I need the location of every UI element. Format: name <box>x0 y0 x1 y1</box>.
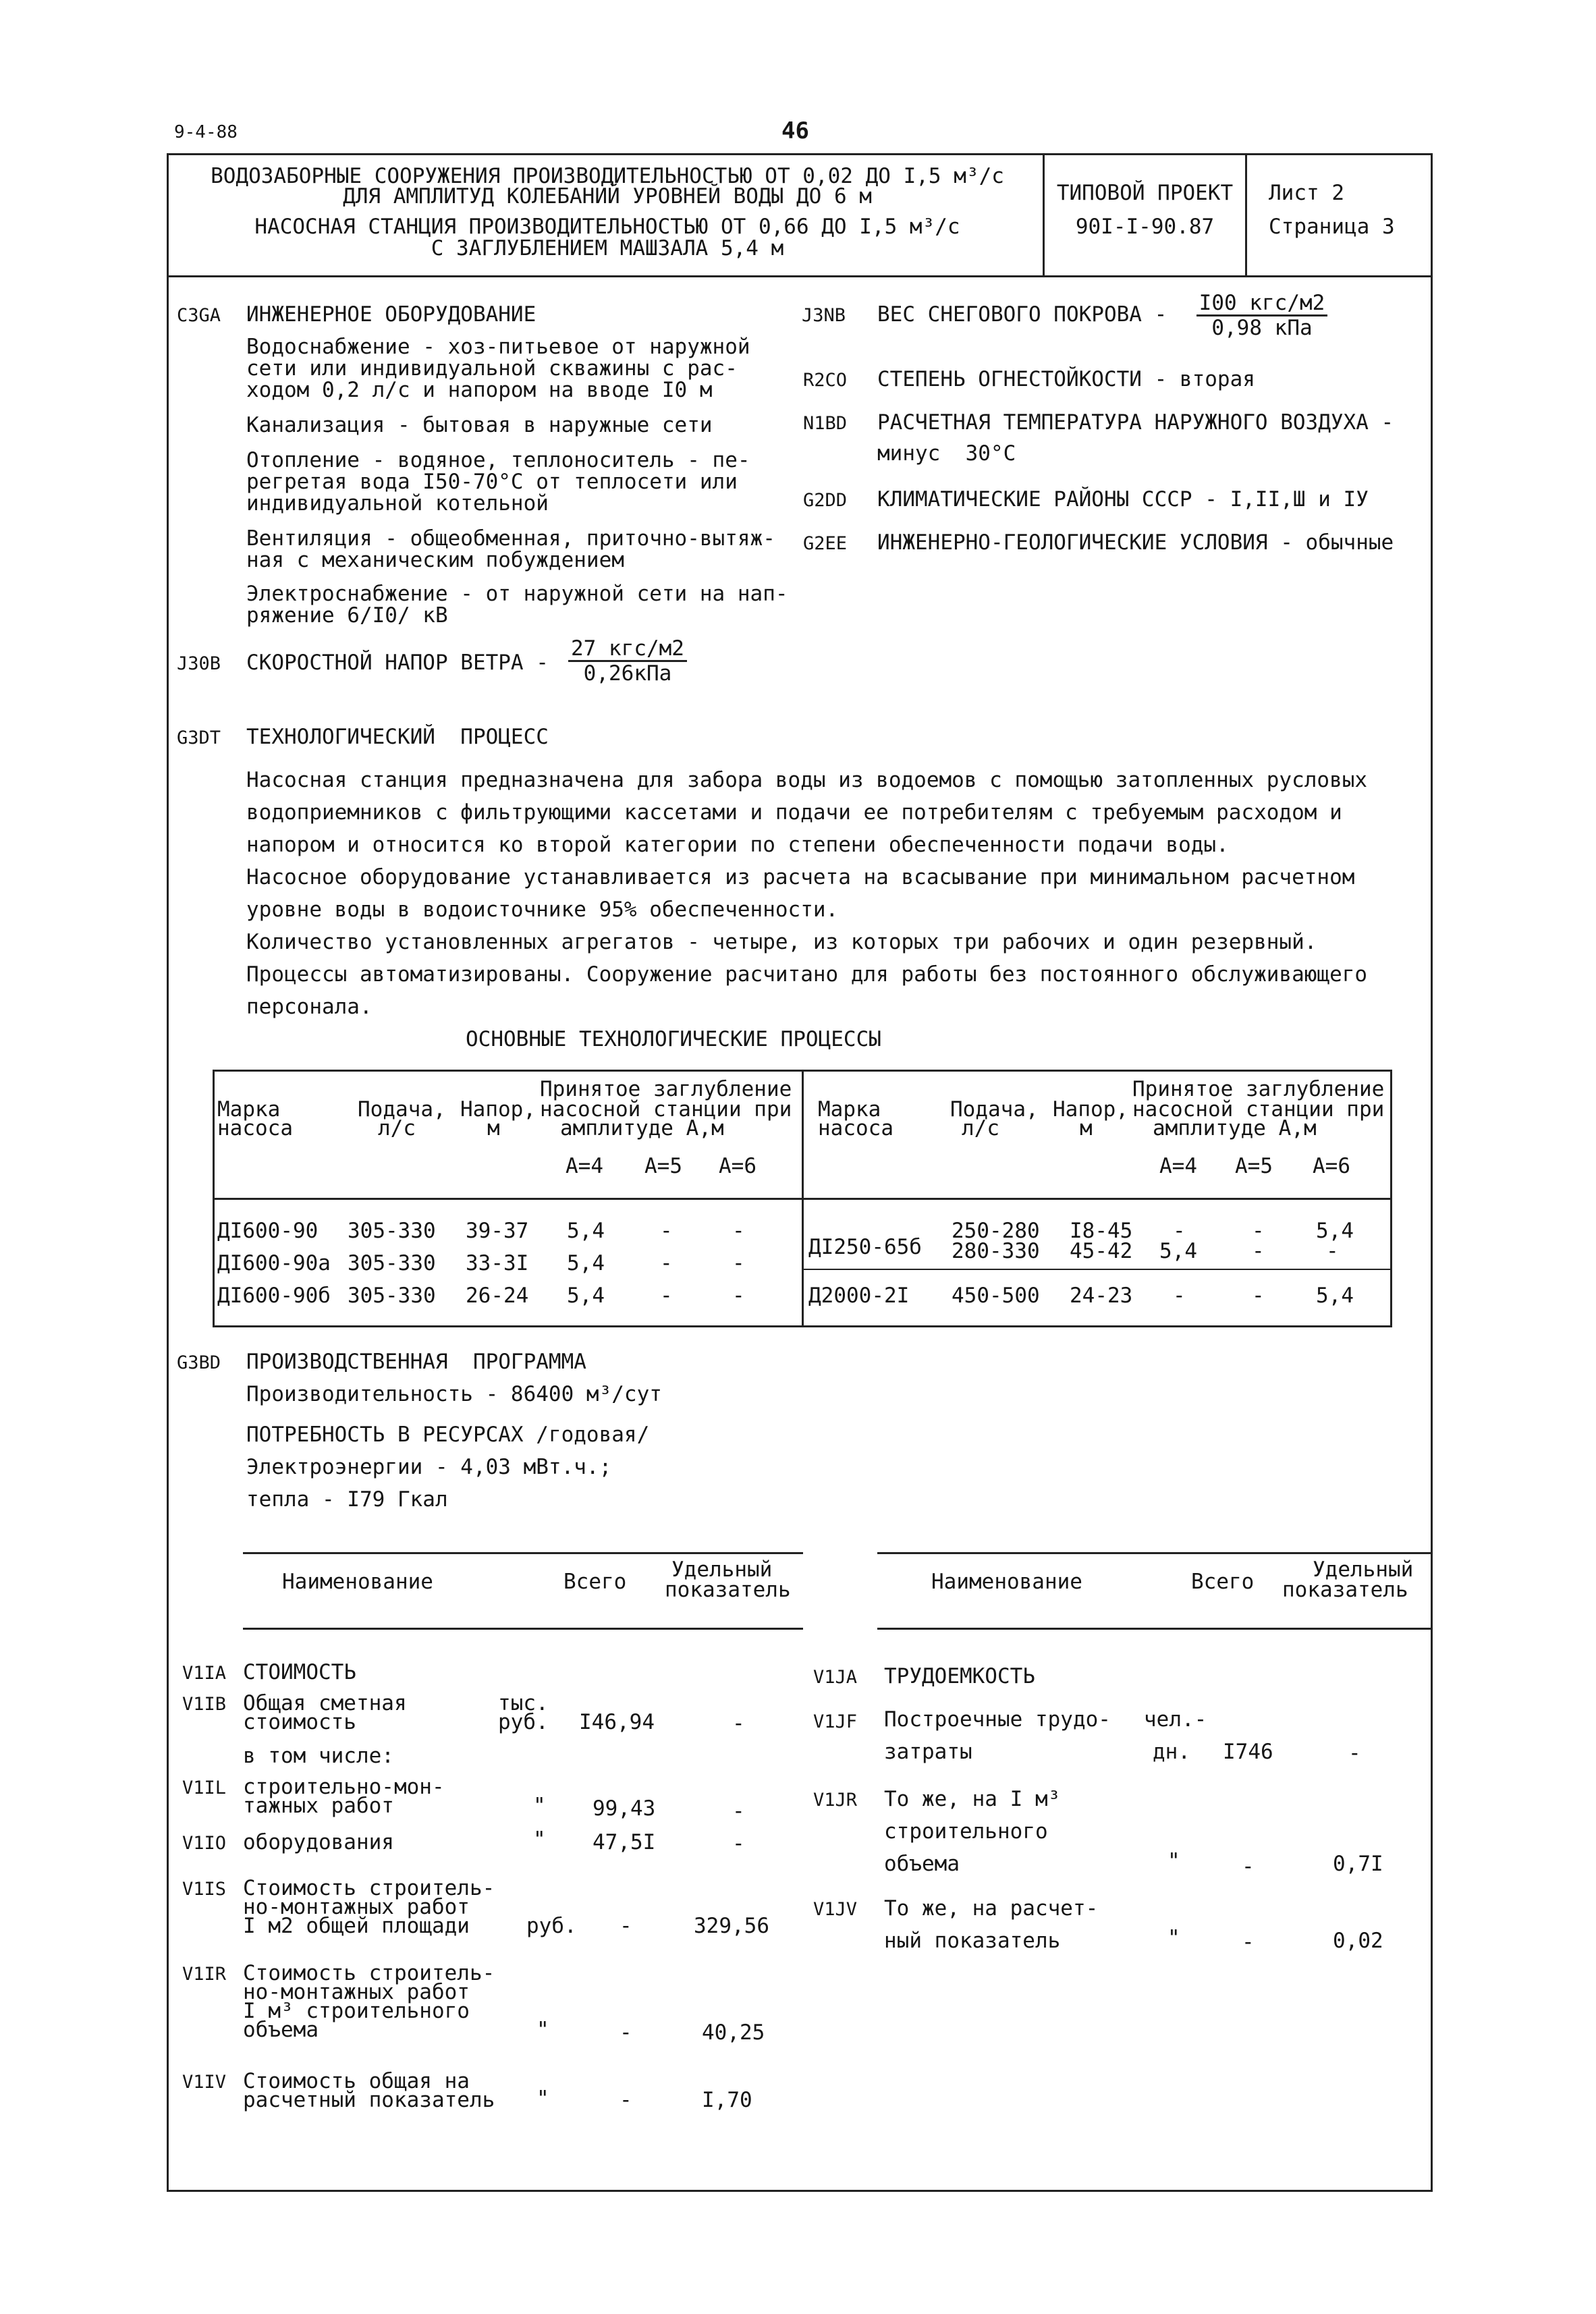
item-code: V1JV <box>813 1899 858 1920</box>
pump-a5: - <box>1252 1284 1265 1308</box>
pump-head: 39-37 <box>466 1219 529 1243</box>
pump-a6: - <box>1326 1239 1339 1263</box>
item-value: - <box>1242 1930 1255 1954</box>
header-flow: Подача, <box>358 1097 446 1122</box>
pump-a4: - <box>1173 1284 1186 1308</box>
pump-a6: - <box>732 1219 745 1243</box>
item-unit: " <box>536 2018 549 2042</box>
item-name: Построечные трудо- <box>884 1707 1111 1732</box>
climate-regions-text: КЛИМАТИЧЕСКИЕ РАЙОНЫ СССР - I,II,Ш и IУ <box>877 487 1369 512</box>
item-name: расчетный показатель <box>243 2088 495 2112</box>
pump-table-row-divider <box>802 1269 804 1327</box>
param-code: G2EE <box>803 533 848 554</box>
item-specific: I,70 <box>702 2088 752 2112</box>
header-depth: насосной станции при <box>1132 1097 1385 1122</box>
item-value: - <box>620 2020 632 2045</box>
process-text: Насосная станция предназначена для забора воды из водоемов с помощью затопленных русловых <box>246 768 1368 792</box>
item-name: Стоимость строитель- <box>243 1961 495 1985</box>
item-name: объема <box>243 2018 319 2042</box>
sheet-code: 9-4-88 <box>174 122 238 142</box>
process-text: персонала. <box>246 995 373 1019</box>
page-label: Страница 3 <box>1269 215 1395 239</box>
header-specific: Удельный <box>1313 1558 1414 1582</box>
param-code: R2CO <box>803 370 848 391</box>
process-text: напором и относится ко второй категории по степени обеспеченности подачи воды. <box>246 833 1229 857</box>
indicators-header-top <box>877 1552 1433 1554</box>
title-block-divider <box>1245 153 1247 277</box>
wind-label: СКОРОСТНОЙ НАПОР ВЕТРА - <box>246 651 549 675</box>
item-specific: - <box>1348 1741 1361 1765</box>
item-name: строительного <box>884 1819 1048 1844</box>
project-label: ТИПОВОЙ ПРОЕКТ <box>1056 181 1234 205</box>
pump-mark: Д2000-2I <box>808 1284 910 1308</box>
indicators-header-top <box>243 1552 803 1554</box>
pump-head: 24-23 <box>1070 1284 1133 1308</box>
pump-a5: - <box>660 1284 673 1308</box>
cost-heading: СТОИМОСТЬ <box>243 1660 356 1684</box>
item-name: стоимость <box>243 1710 356 1734</box>
header-total: Всего <box>1191 1570 1255 1594</box>
item-value: - <box>620 2088 632 2112</box>
pump-a6: - <box>732 1251 745 1275</box>
header-depth: Принятое заглубление <box>540 1077 792 1101</box>
pump-head: 45-42 <box>1070 1239 1133 1263</box>
item-name: строительно-мон- <box>243 1775 445 1799</box>
item-code: V1IV <box>182 2072 227 2093</box>
pump-a4: 5,4 <box>1159 1239 1197 1263</box>
wind-value <box>560 637 695 685</box>
item-specific: 40,25 <box>702 2020 765 2045</box>
item-name: но-монтажных работ <box>243 1980 470 2004</box>
indicators-header-bottom <box>243 1628 803 1630</box>
water-supply-text: сети или индивидуальной скважины с рас- <box>246 356 738 381</box>
header-a4: А=4 <box>566 1154 603 1178</box>
process-text: Процессы автоматизированы. Сооружение расчитано для работы без постоянного обслуживающего <box>246 962 1368 987</box>
header-a5: А=5 <box>644 1154 682 1178</box>
labor-heading: ТРУДОЕМКОСТЬ <box>884 1664 1035 1688</box>
header-specific: показатель <box>1282 1578 1408 1602</box>
heating-text: Отопление - водяное, теплоноситель - пе- <box>246 448 750 472</box>
header-name: Наименование <box>931 1570 1082 1594</box>
pump-flow: 280-330 <box>952 1239 1040 1263</box>
item-specific: 329,56 <box>694 1914 769 1938</box>
header-a5: А=5 <box>1235 1154 1273 1178</box>
item-code: V1IO <box>182 1833 227 1854</box>
item-code: V1IS <box>182 1879 227 1900</box>
item-code: V1IR <box>182 1964 227 1985</box>
item-unit: " <box>1167 1926 1180 1950</box>
item-name: затраты <box>884 1740 972 1764</box>
header-depth: насосной станции при <box>540 1097 792 1122</box>
item-value: I746 <box>1223 1740 1273 1764</box>
item-code: V1JF <box>813 1711 858 1732</box>
header-specific: Удельный <box>671 1558 773 1582</box>
section-heading: ПРОИЗВОДСТВЕННАЯ ПРОГРАММА <box>246 1350 586 1374</box>
item-unit: руб. <box>526 1914 577 1938</box>
header-mark: насоса <box>217 1116 293 1140</box>
indicators-header-bottom <box>877 1628 1433 1630</box>
pump-flow: 305-330 <box>348 1219 436 1243</box>
ventilation-text: ная с механическим побуждением <box>246 548 624 572</box>
item-name: оборудования <box>243 1830 394 1854</box>
item-specific: 0,02 <box>1333 1929 1383 1953</box>
header-a4: А=4 <box>1159 1154 1197 1178</box>
design-temp-text: РАСЧЕТНАЯ ТЕМПЕРАТУРА НАРУЖНОГО ВОЗДУХА - <box>877 410 1394 435</box>
pump-table-header-border <box>213 1198 1392 1200</box>
pump-mark: ДI600-90 <box>217 1219 319 1243</box>
header-head: м <box>1080 1116 1093 1140</box>
section-heading: ТЕХНОЛОГИЧЕСКИЙ ПРОЦЕСС <box>246 725 549 749</box>
snow-denominator: 0,98 кПа <box>1211 316 1313 340</box>
header-head: м <box>487 1116 500 1140</box>
pump-mark: ДI600-90а <box>217 1251 331 1275</box>
section-code: V1JA <box>813 1667 858 1688</box>
item-unit: чел.- <box>1144 1707 1207 1732</box>
ventilation-text: Вентиляция - общеобменная, приточно-вытяж- <box>246 526 775 551</box>
pump-a5: - <box>660 1251 673 1275</box>
item-name: Стоимость строитель- <box>243 1876 495 1900</box>
item-code: V1IL <box>182 1778 227 1798</box>
item-unit: " <box>1167 1849 1180 1873</box>
header-total: Всего <box>563 1570 627 1594</box>
header-name: Наименование <box>282 1570 433 1594</box>
header-depth: амплитуде А,м <box>560 1116 724 1140</box>
item-name: объема <box>884 1852 960 1876</box>
title-block-bottom-border <box>167 275 1433 277</box>
section-code: V1IA <box>182 1663 227 1684</box>
title-block-divider <box>1043 153 1045 277</box>
process-text: Количество установленных агрегатов - четыре, из которых три рабочих и один резервный. <box>246 930 1317 954</box>
section-heading: ИНЖЕНЕРНОЕ ОБОРУДОВАНИЕ <box>246 302 536 327</box>
item-name: Стоимость общая на <box>243 2069 470 2093</box>
fire-rating-text: СТЕПЕНЬ ОГНЕСТОЙКОСТИ - вторая <box>877 367 1255 391</box>
title-line: НАСОСНАЯ СТАНЦИЯ ПРОИЗВОДИТЕЛЬНОСТЬЮ ОТ 0,66 ДО I,5 м³/с <box>254 215 960 239</box>
pump-head: I8-45 <box>1070 1219 1133 1243</box>
pump-a4: 5,4 <box>567 1251 605 1275</box>
title-line: ВОДОЗАБОРНЫЕ СООРУЖЕНИЯ ПРОИЗВОДИТЕЛЬНОСТЬЮ ОТ 0,02 ДО I,5 м³/с <box>211 164 1004 188</box>
item-name: То же, на I м³ <box>884 1787 1061 1811</box>
item-name: I м2 общей площади <box>243 1914 470 1938</box>
header-flow: л/с <box>962 1116 999 1140</box>
geology-text: ИНЖЕНЕРНО-ГЕОЛОГИЧЕСКИЕ УСЛОВИЯ - обычные <box>877 530 1394 555</box>
item-name: ный показатель <box>884 1929 1061 1953</box>
item-name: тажных работ <box>243 1794 394 1818</box>
header-a6: А=6 <box>1313 1154 1350 1178</box>
resources-heading: ПОТРЕБНОСТЬ В РЕСУРСАХ /годовая/ <box>246 1423 650 1447</box>
snow-label: ВЕС СНЕГОВОГО ПОКРОВА - <box>877 302 1167 327</box>
pump-a6: 5,4 <box>1316 1284 1354 1308</box>
header-specific: показатель <box>665 1578 791 1602</box>
project-number: 90I-I-90.87 <box>1075 215 1215 239</box>
pump-head: 33-3I <box>466 1251 529 1275</box>
item-code: V1JR <box>813 1790 858 1811</box>
item-value: 47,5I <box>593 1830 656 1854</box>
item-unit: " <box>533 1827 546 1852</box>
water-supply-text: ходом 0,2 л/с и напором на вводе I0 м <box>246 378 713 402</box>
item-name: но-монтажных работ <box>243 1895 470 1919</box>
item-unit: дн. <box>1153 1740 1190 1764</box>
snow-value <box>1188 292 1336 339</box>
pump-a4: - <box>1173 1219 1186 1243</box>
process-text: Насосное оборудование устанавливается из расчета на всасывание при минимальном расчетном <box>246 865 1355 889</box>
heating-text: индивидуальной котельной <box>246 491 549 516</box>
process-subheading: ОСНОВНЫЕ ТЕХНОЛОГИЧЕСКИЕ ПРОЦЕССЫ <box>466 1027 881 1051</box>
pump-a5: - <box>1252 1219 1265 1243</box>
pump-a6: - <box>732 1284 745 1308</box>
power-text: Электроснабжение - от наружной сети на нап- <box>246 582 788 606</box>
item-value: - <box>1242 1854 1255 1879</box>
water-supply-text: Водоснабжение - хоз-питьевое от наружной <box>246 335 750 359</box>
pump-a4: 5,4 <box>567 1284 605 1308</box>
item-specific: - <box>732 1831 745 1856</box>
header-depth: Принятое заглубление <box>1132 1077 1385 1101</box>
header-flow: Подача, <box>950 1097 1039 1122</box>
heat-text: тепла - I79 Гкал <box>246 1487 448 1512</box>
item-unit: " <box>536 2087 549 2111</box>
param-code: J3NB <box>802 305 846 326</box>
pump-mark: ДI600-90б <box>217 1284 331 1308</box>
item-specific: - <box>732 1799 745 1823</box>
item-value: I46,94 <box>579 1710 655 1734</box>
process-text: водоприемников с фильтрующими кассетами и подачи ее потребителям с требуемым расходом и <box>246 800 1342 825</box>
item-specific: 0,7I <box>1333 1852 1383 1876</box>
item-unit: тыс. <box>498 1691 549 1715</box>
item-specific: - <box>732 1711 745 1736</box>
item-name: I м³ строительного <box>243 1999 470 2023</box>
pump-a4: 5,4 <box>567 1219 605 1243</box>
snow-numerator: I00 кгс/м2 <box>1196 292 1328 316</box>
item-name: Общая сметная <box>243 1691 407 1715</box>
pump-flow: 450-500 <box>952 1284 1040 1308</box>
header-depth: амплитуде А,м <box>1153 1116 1317 1140</box>
pump-flow: 305-330 <box>348 1251 436 1275</box>
title-line: ДЛЯ АМПЛИТУД КОЛЕБАНИЙ УРОВНЕЙ ВОДЫ ДО 6 м <box>343 184 872 209</box>
pump-mark: ДI250-65б <box>808 1235 922 1259</box>
pump-table-row-divider <box>802 1269 1392 1270</box>
wind-numerator: 27 кгс/м2 <box>568 637 687 662</box>
header-a6: А=6 <box>719 1154 756 1178</box>
item-value: - <box>620 1914 632 1938</box>
including-label: в том числе: <box>243 1744 394 1768</box>
process-text: уровне воды в водоисточнике 95% обеспеченности. <box>246 898 839 922</box>
pump-a5: - <box>1252 1239 1265 1263</box>
pump-flow: 305-330 <box>348 1284 436 1308</box>
pump-head: 26-24 <box>466 1284 529 1308</box>
page-number: 46 <box>781 117 809 144</box>
section-code: G3BD <box>177 1352 221 1373</box>
wind-denominator: 0,26кПа <box>583 661 672 686</box>
header-mark: насоса <box>818 1116 893 1140</box>
header-mark: Марка <box>818 1097 881 1122</box>
section-code: C3GA <box>177 305 221 326</box>
sewer-text: Канализация - бытовая в наружные сети <box>246 413 713 437</box>
item-unit: руб. <box>498 1710 549 1734</box>
design-temp-value: минус 30°C <box>877 441 1016 466</box>
header-mark: Марка <box>217 1097 281 1122</box>
param-code: N1BD <box>803 413 848 434</box>
header-head: Напор, <box>1053 1097 1128 1122</box>
capacity-text: Производительность - 86400 м³/сут <box>246 1382 662 1406</box>
pump-a5: - <box>660 1219 673 1243</box>
title-line: С ЗАГЛУБЛЕНИЕМ МАШЗАЛА 5,4 м <box>431 236 784 260</box>
param-code: G2DD <box>803 490 848 511</box>
header-flow: л/с <box>378 1116 416 1140</box>
item-name: То же, на расчет- <box>884 1896 1099 1921</box>
section-code: G3DT <box>177 727 221 748</box>
section-code: J30B <box>177 653 221 674</box>
item-value: 99,43 <box>593 1796 656 1821</box>
header-head: Напор, <box>460 1097 536 1122</box>
heating-text: регретая вода I50-70°C от теплосети или <box>246 470 738 494</box>
item-code: V1IB <box>182 1694 227 1715</box>
sheet-label: Лист 2 <box>1269 181 1344 205</box>
pump-a6: 5,4 <box>1316 1219 1354 1243</box>
electricity-text: Электроэнергии - 4,03 мВт.ч.; <box>246 1455 612 1479</box>
pump-flow: 250-280 <box>952 1219 1040 1243</box>
item-unit: " <box>533 1794 546 1818</box>
power-text: ряжение 6/I0/ кВ <box>246 603 448 628</box>
